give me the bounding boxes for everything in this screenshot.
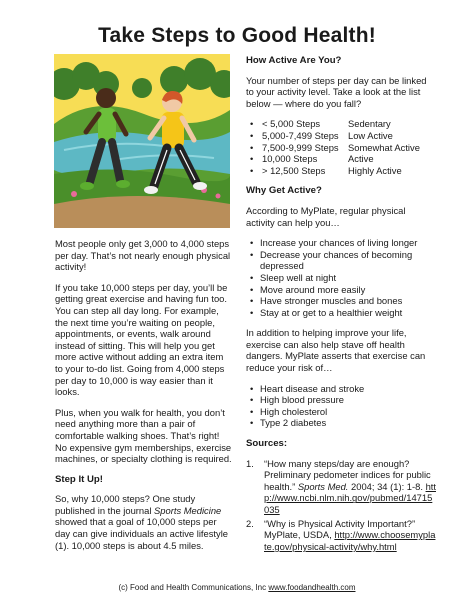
step-it-up-heading: Step It Up! <box>55 473 103 485</box>
list-item: • Have stronger muscles and bones <box>246 295 436 307</box>
dangers-list <box>246 383 436 429</box>
how-active-heading: How Active Are You? <box>246 55 342 66</box>
list-item: • Sleep well at night <box>246 272 436 284</box>
list-item: • Increase your chances of living longer <box>246 237 436 249</box>
step-it-up-paragraph <box>55 493 233 551</box>
list-item: • > 12,500 Steps Highly Active <box>246 165 436 177</box>
list-item: • Move around more easily <box>246 284 436 296</box>
list-item: • High blood pressure <box>246 394 436 406</box>
page-title: Take Steps to Good Health! <box>98 24 376 47</box>
step-it-up-text-2: showed that a goal of 10,000 steps per day can give individuals an active lifestyle (1). 10,000 steps is about 4.5 miles. <box>55 516 229 551</box>
list-item: • < 5,000 Steps Sedentary <box>246 118 436 130</box>
list-item: • Type 2 diabetes <box>246 417 436 429</box>
source-2-link[interactable]: http://www.choosemyplate.gov/physical-activity/why.html <box>264 529 436 552</box>
journal-name: Sports Medicine <box>154 504 222 516</box>
walkers-illustration <box>54 54 230 228</box>
ten-thousand-steps-paragraph: If you take 10,000 steps per day, you’ll be getting great exercise and having fun too. You can step all day long. For example, the next time you’re waiting on people, appointments, or events, walk around instead of sitting. This will help you get more active without adding an extra item to your to-do list. Going from 4,000 steps per day to 10,000 is way easier than it looks. <box>55 281 228 398</box>
footer-link[interactable]: www.foodandhealth.com <box>268 583 356 592</box>
source-item: 2. “Why is Physical Activity Important?” MyPlate, USDA, http://www.choosemyplate.gov/physical-activity/why.html <box>246 517 436 552</box>
copyright-text: (c) Food and Health Communications, Inc <box>118 583 269 592</box>
walking-path <box>54 196 230 228</box>
list-item: • 5,000-7,499 Steps Low Active <box>246 130 436 142</box>
footer <box>0 583 474 592</box>
list-item: • Stay at or get to a healthier weight <box>246 307 436 319</box>
step-it-up-text-1: So, why 10,000 steps? One study published in the journal <box>55 493 196 516</box>
left-column <box>55 238 233 560</box>
source-item: 1. “How many steps/day are enough? Preliminary pedometer indices for public health.” Sports Med. 2004; 34 (1): 1-8. http://www.ncbi.nlm.nih.gov/pubmed/14715035 <box>246 457 436 515</box>
source-1-link[interactable]: http://www.ncbi.nlm.nih.gov/pubmed/14715035 <box>264 480 436 515</box>
why-get-active-paragraph: According to MyPlate, regular physical activity can help you… <box>246 204 406 228</box>
why-get-active-heading: Why Get Active? <box>246 185 322 197</box>
benefits-list <box>246 237 436 318</box>
sources-list <box>246 458 436 553</box>
sources-heading: Sources: <box>246 438 288 450</box>
how-active-paragraph: Your number of steps per day can be linked to your activity level. Take a look at the list below — where do you fall? <box>246 74 427 109</box>
list-item: • Heart disease and stroke <box>246 383 436 395</box>
list-item: • 7,500-9,999 Steps Somewhat Active <box>246 142 436 154</box>
list-item: • High cholesterol <box>246 406 436 418</box>
activity-level-list <box>246 118 436 176</box>
walking-shoes-paragraph: Plus, when you walk for health, you don’t need anything more than a pair of comfortable walking shoes. That’s right! No expensive gym memberships, exercise machines, or specialty clothing is required. <box>55 406 232 465</box>
right-column <box>246 55 436 554</box>
list-item: • Decrease your chances of becoming depressed <box>246 249 436 272</box>
intro-paragraph: Most people only get 3,000 to 4,000 steps per day. That’s not nearly enough physical activity! <box>55 238 231 273</box>
list-item: • 10,000 Steps Active <box>246 153 436 165</box>
health-dangers-paragraph: In addition to helping improve your life, exercise can also help stave off health dangers. MyPlate asserts that exercise can reduce your risk of… <box>246 327 426 374</box>
